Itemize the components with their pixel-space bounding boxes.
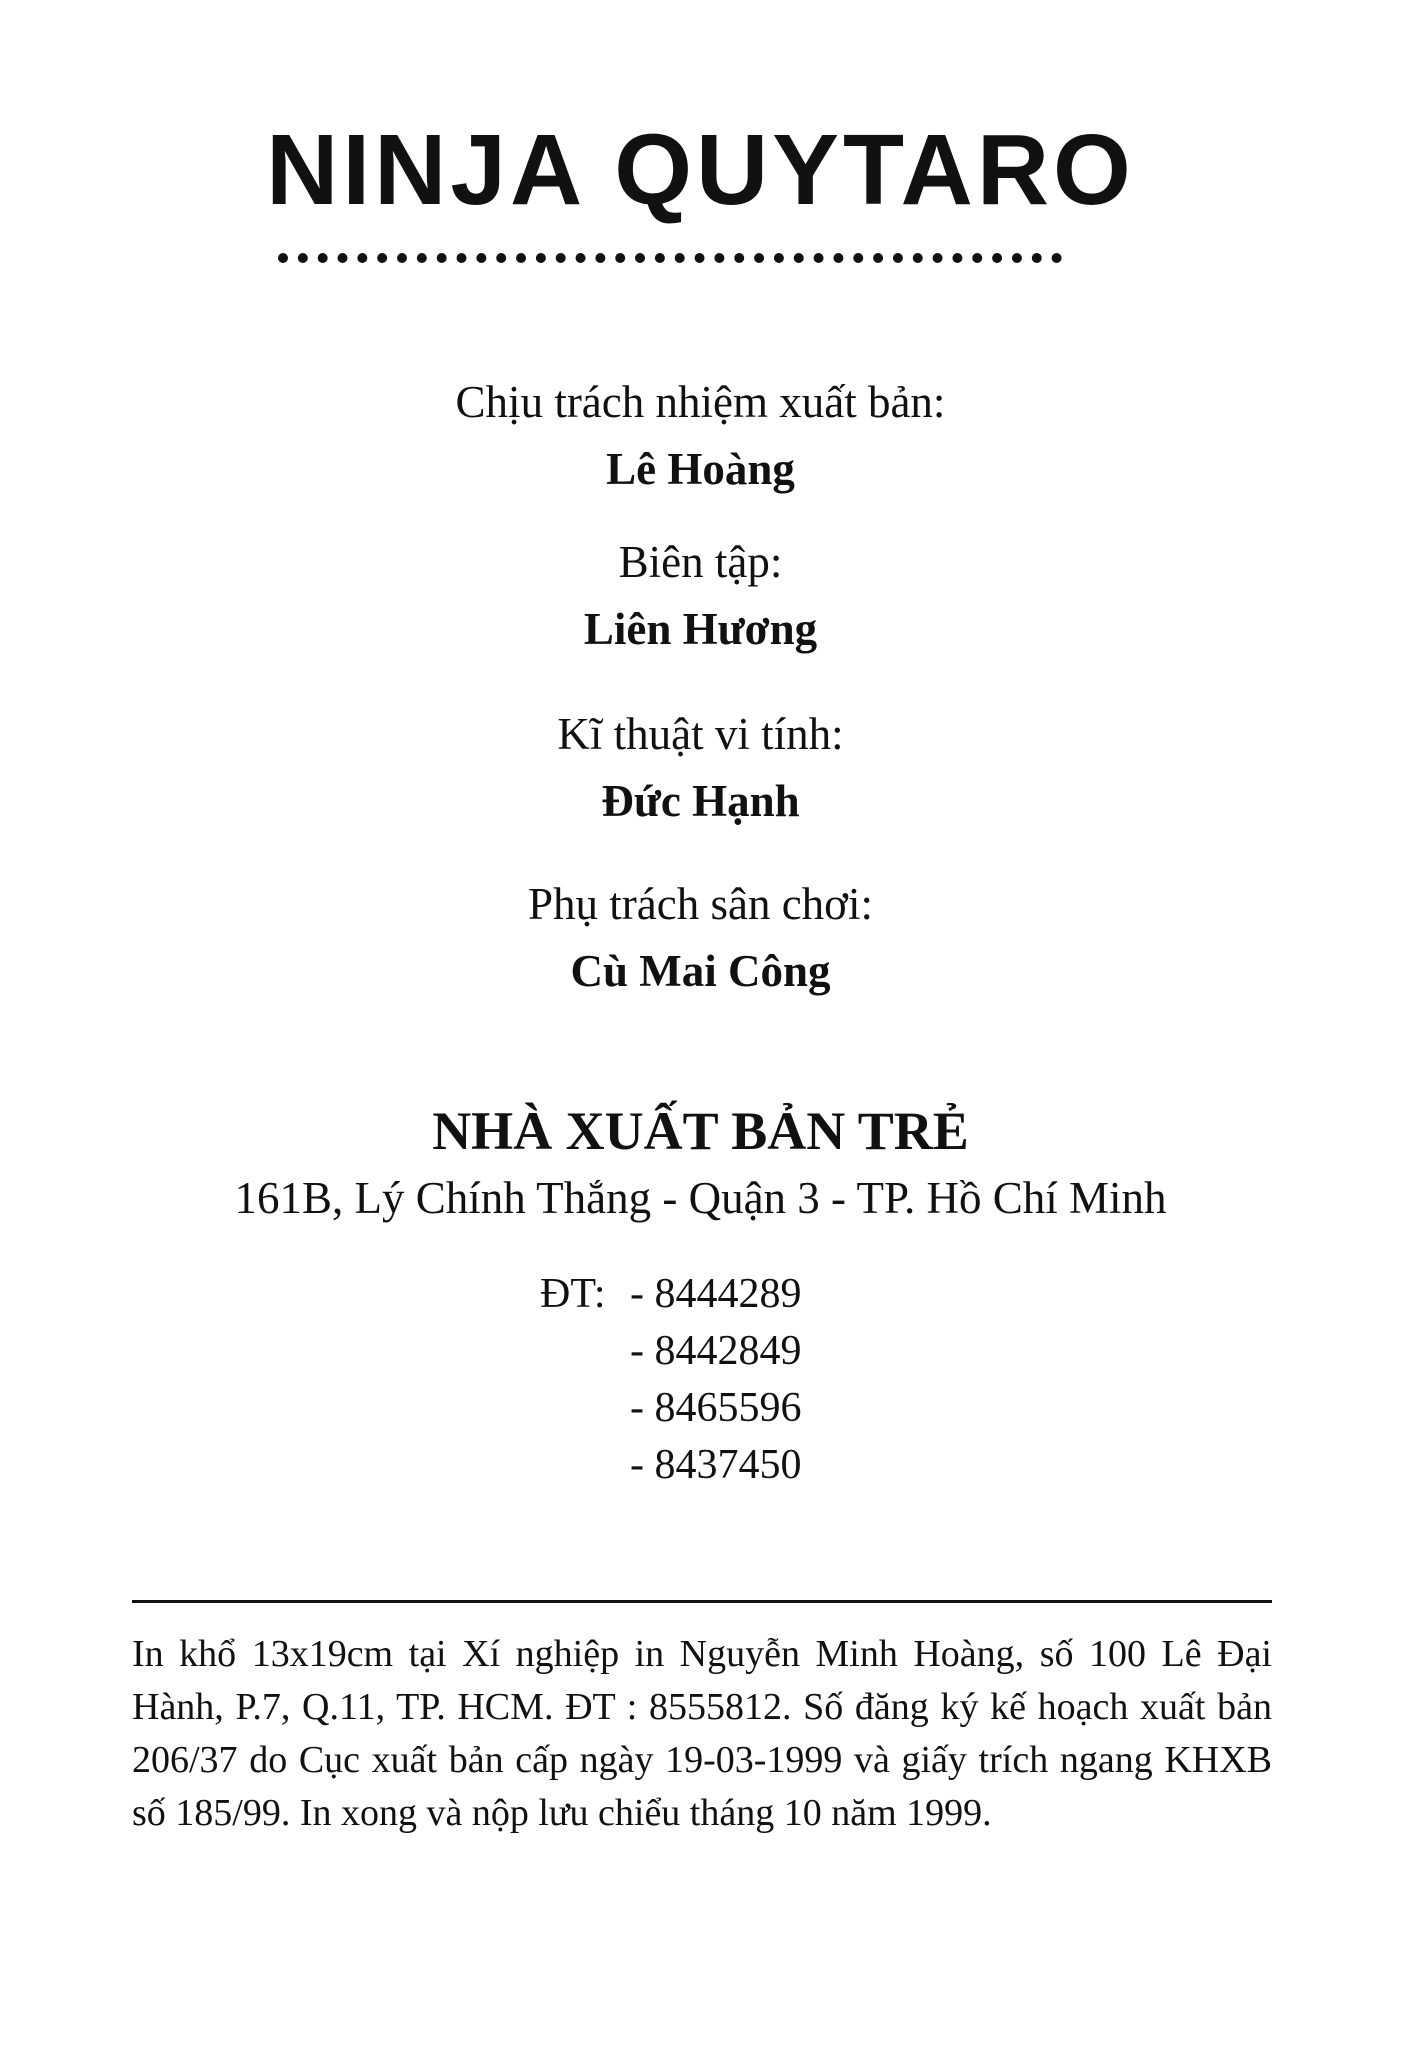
credit-role: Kĩ thuật vi tính: xyxy=(557,709,844,759)
credit-role: Phụ trách sân chơi: xyxy=(528,879,873,929)
credit-name: Đức Hạnh xyxy=(601,776,800,826)
phone-label: ĐT: xyxy=(540,1271,606,1317)
credit-role: Biên tập: xyxy=(618,537,783,587)
book-title: NINJA QUYTARO xyxy=(266,114,1135,226)
imprint-paragraph: In khổ 13x19cm tại Xí nghiệp in Nguyễn Minh Hoàng, số 100 Lê Đại Hành, P.7, Q.11, TP. HCM. ĐT : 8555812. Số đăng ký kế hoạch xuất bản 206/37 do Cục xuất bản cấp ngày 19-03-1999 và giấy trích ngang KHXB số 185/99. In xong và nộp lưu chiểu tháng 10 năm 1999. xyxy=(132,1633,1272,1834)
credit-block-editor xyxy=(0,537,1401,654)
credit-name: Liên Hương xyxy=(583,604,818,654)
phone-list xyxy=(540,1266,802,1494)
credit-block-typesetting xyxy=(0,709,1401,826)
phone-row xyxy=(540,1266,802,1323)
phone-row xyxy=(540,1380,802,1437)
credit-block-publisher-responsible xyxy=(0,377,1401,494)
phone-number: - 8437450 xyxy=(630,1442,802,1488)
publisher-name: NHÀ XUẤT BẢN TRẺ xyxy=(432,1101,969,1161)
phone-number: - 8444289 xyxy=(630,1271,802,1317)
phone-row xyxy=(540,1323,802,1380)
credit-role: Chịu trách nhiệm xuất bản: xyxy=(455,377,946,427)
credit-name: Lê Hoàng xyxy=(606,444,795,494)
phone-row xyxy=(540,1437,802,1494)
credit-name: Cù Mai Công xyxy=(570,946,831,996)
credit-block-playground xyxy=(0,879,1401,996)
publisher-address: 161B, Lý Chính Thắng - Quận 3 - TP. Hồ Chí Minh xyxy=(234,1173,1167,1223)
solid-divider xyxy=(132,1600,1272,1603)
phone-number: - 8465596 xyxy=(630,1385,802,1431)
dotted-divider xyxy=(278,253,1062,263)
phone-number: - 8442849 xyxy=(630,1328,802,1374)
